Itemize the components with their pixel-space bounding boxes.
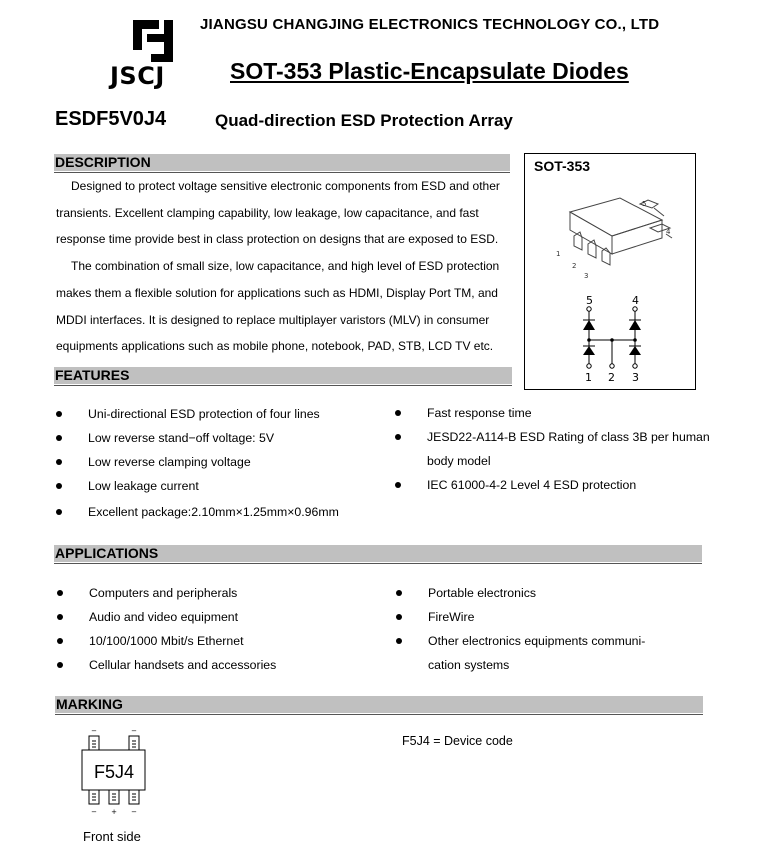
part-number: ESDF5V0J4: [55, 108, 167, 130]
part-description: Quad-direction ESD Protection Array: [215, 111, 513, 130]
pin-mark: −: [131, 808, 137, 816]
marking-heading-text: MARKING: [56, 696, 123, 712]
description-line: makes them a flexible solution for applications such as HDMI, Display Port TM, and: [56, 285, 498, 300]
description-line: Designed to protect voltage sensitive electronic components from ESD and other: [71, 179, 500, 193]
description-line: MDDI interfaces. It is designed to replace multiplayer varistors (MLV) in consumer: [56, 312, 490, 327]
applications-heading: [54, 545, 702, 562]
company-name: JIANGSU CHANGJING ELECTRONICS TECHNOLOGY CO., LTD: [200, 16, 660, 33]
feature-text: Low reverse clamping voltage: [88, 455, 251, 469]
bullet-icon: [57, 614, 63, 620]
bullet-icon: [57, 638, 63, 644]
feature-text: Fast response time: [427, 406, 532, 420]
pkg-pin-label: 3: [584, 272, 589, 280]
applications-heading-text: APPLICATIONS: [55, 545, 159, 561]
pin-label-4: 4: [632, 294, 639, 307]
feature-text: Excellent package:2.10mm×1.25mm×0.96mm: [88, 505, 339, 519]
application-text: Cellular handsets and accessories: [89, 658, 277, 672]
pkg-pin-label: 5: [642, 200, 647, 208]
feature-text: IEC 61000-4-2 Level 4 ESD protection: [427, 478, 637, 492]
company-logo-mark: [133, 20, 173, 62]
features-right-list: [395, 401, 715, 501]
features-left-list: [56, 402, 386, 532]
application-text: Portable electronics: [428, 586, 536, 600]
bullet-icon: [395, 482, 401, 488]
document-title: SOT-353 Plastic-Encapsulate Diodes: [230, 58, 629, 84]
pin-mark: −: [131, 727, 137, 735]
feature-text: Uni-directional ESD protection of four lines: [88, 407, 320, 421]
pkg-pin-label: 4: [666, 228, 671, 236]
bullet-icon: [396, 590, 402, 596]
pin-label-1: 1: [585, 371, 592, 384]
application-text: Computers and peripherals: [89, 586, 238, 600]
application-text: Other electronics equipments communi-: [428, 634, 646, 648]
bullet-icon: [396, 614, 402, 620]
bullet-icon: [56, 483, 62, 489]
pkg-pin-label: 1: [556, 250, 561, 258]
pin-label-2: 2: [608, 371, 615, 384]
pin-mark: +: [111, 808, 117, 816]
bullet-icon: [57, 590, 63, 596]
front-side-caption: Front side: [83, 829, 141, 844]
description-heading-text: DESCRIPTION: [55, 154, 151, 170]
bullet-icon: [56, 435, 62, 441]
feature-text: Low leakage current: [88, 479, 199, 493]
features-heading-text: FEATURES: [55, 367, 130, 383]
bullet-icon: [56, 411, 62, 417]
pin-label-3: 3: [632, 371, 639, 384]
description-line: response time provide best in class protection on designs that are exposed to ESD.: [56, 232, 499, 247]
description-heading: [54, 154, 510, 171]
description-text: [56, 173, 500, 360]
pin-mark: −: [91, 808, 97, 816]
pkg-pin-label: 2: [572, 262, 577, 270]
logo-text: JSCJ: [110, 62, 165, 90]
description-line: equipments applications such as mobile phone, notebook, PAD, STB, LCD TV etc.: [56, 339, 494, 354]
application-text: Audio and video equipment: [89, 610, 239, 624]
application-text: 10/100/1000 Mbit/s Ethernet: [89, 634, 244, 648]
bullet-icon: [56, 459, 62, 465]
marking-heading: [55, 696, 703, 713]
applications-right-list: [396, 581, 716, 681]
schematic-diagram: [570, 293, 660, 385]
pin-label-5: 5: [586, 294, 593, 307]
bullet-icon: [396, 638, 402, 644]
device-code-marking: F5J4: [93, 762, 135, 782]
features-heading: [54, 367, 512, 384]
bullet-icon: [395, 434, 401, 440]
bullet-icon: [395, 410, 401, 416]
bullet-icon: [57, 662, 63, 668]
marking-package-drawing: [80, 726, 150, 818]
description-line: transients. Excellent clamping capability, low leakage, low capacitance, and fast: [56, 205, 479, 220]
feature-text: JESD22-A114-B ESD Rating of class 3B per human: [427, 430, 710, 444]
package-label: SOT-353: [534, 158, 591, 174]
application-text: FireWire: [428, 610, 475, 624]
feature-text: body model: [427, 454, 491, 468]
description-line: The combination of small size, low capacitance, and high level of ESD protection: [71, 259, 500, 274]
feature-text: Low reverse stand−off voltage: 5V: [88, 431, 275, 445]
applications-left-list: [57, 581, 377, 681]
application-text: cation systems: [428, 658, 510, 672]
package-outline-drawing: [550, 190, 680, 280]
pin-mark: −: [91, 727, 97, 735]
bullet-icon: [56, 509, 62, 515]
device-code-note: F5J4 = Device code: [402, 734, 513, 748]
